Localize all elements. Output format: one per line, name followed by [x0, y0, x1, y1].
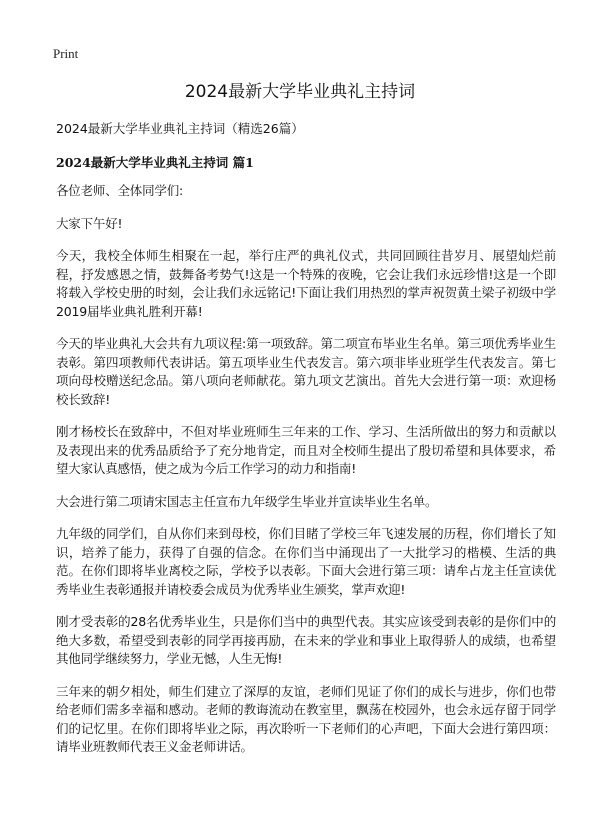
paragraph-agenda: 今天的毕业典礼大会共有九项议程:第一项致辞。第二项宣布毕业生名单。第三项优秀毕业生表彰。第四项教师代表讲话。第五项毕业生代表发言。第六项非毕业班学生代表发言。第七项向母校赠送纪念品。第八项向老师献花。第九项文艺演出。首先大会进行第一项：欢迎杨校长致辞! — [56, 336, 556, 407]
document-title: 2024最新大学毕业典礼主持词 — [184, 82, 416, 102]
paragraph-awards: 九年级的同学们，自从你们来到母校，你们目睹了学校三年飞速发展的历程，你们增长了知识，培养了能力，获得了自强的信念。在你们当中涌现出了一大批学习的楷模、生活的典范。在你们即将毕业离校之际，学校予以表彰。下面大会进行第三项：请牟占龙主任宣读优秀毕业生表彰通报并请校委会成员为优秀毕业生颁奖，掌声欢迎! — [56, 526, 556, 597]
print-link[interactable]: Print — [53, 46, 79, 61]
paragraph-principal-remarks: 刚才杨校长在致辞中，不但对毕业班师生三年来的工作、学习、生活所做出的努力和贡献以及表现出来的优秀品质给予了充分地肯定，而且对全校师生提出了殷切希望和具体要求，希望大家认真感悟，使之成为今后工作学习的动力和指南! — [56, 424, 556, 476]
paragraph-teacher-speech: 三年来的朝夕相处，师生们建立了深厚的友谊，老师们见证了你们的成长与进步，你们也带给老师们需多幸福和感动。老师的教诲流动在教室里，飘荡在校园外，也会永远存留于同学们的记忆里。在你们即将毕业之际，再次聆听一下老师们的心声吧，下面大会进行第四项：请毕业班教师代表王义金老师讲话。 — [56, 683, 556, 754]
section-heading: 2024最新大学毕业典礼主持词 篇1 — [56, 155, 254, 170]
document-body — [56, 120, 556, 771]
document-subtitle: 2024最新大学毕业典礼主持词（精选26篇） — [56, 121, 304, 136]
paragraph-greeting: 各位老师、全体同学们: — [56, 183, 184, 198]
paragraph-hello: 大家下午好! — [56, 215, 123, 231]
paragraph-honorees: 刚才受表彰的28名优秀毕业生，只是你们当中的典型代表。其实应该受到表彰的是你们中的绝大多数，希望受到表彰的同学再接再励，在未来的学业和事业上取得骄人的成绩，也希望其他同学继续努力，学业无憾，人生无悔! — [56, 614, 556, 666]
paragraph-graduate-list: 大会进行第二项请宋国志主任宣布九年级学生毕业并宣读毕业生名单。 — [56, 493, 438, 509]
paragraph-opening: 今天，我校全体师生相聚在一起，举行庄严的典礼仪式，共同回顾往昔岁月、展望灿烂前程，抒发感恩之情，鼓舞备考势气!这是一个特殊的夜晚，它会让我们永远珍惜!这是一个即将载入学校史册的时刻，会让我们永远铭记!下面让我们用热烈的掌声祝贺黄土梁子初级中学2019届毕业典礼胜利开幕! — [56, 248, 556, 319]
